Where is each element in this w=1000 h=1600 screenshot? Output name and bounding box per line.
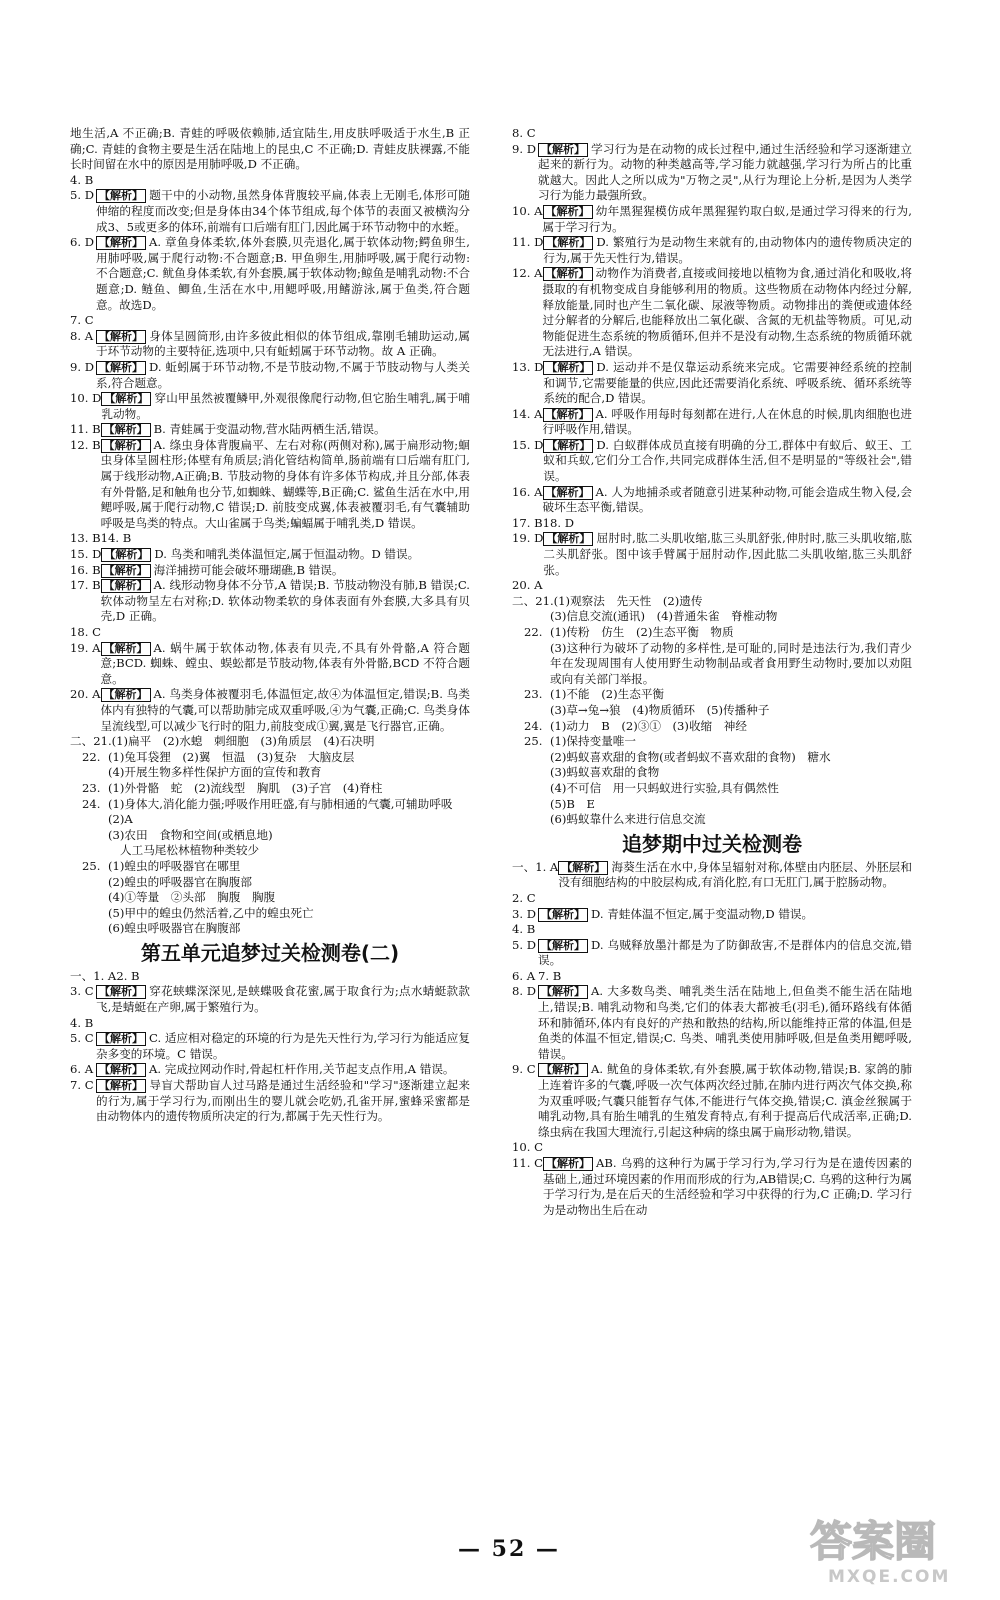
- answer-content: D. 繁殖行为是动物生来就有的,由动物体内的遗传物质决定的行为,属于先天性行为,错误。: [543, 235, 912, 265]
- answer-content: 幼年黑猩猩模仿成年黑猩猩钓取白蚁,是通过学习得来的行为,属于学习行为。: [542, 203, 912, 234]
- answer-text: [538, 1062, 912, 1140]
- answer-content: (6)蚂蚁靠什么来进行信息交流: [550, 812, 706, 827]
- answer-number: 5. C: [70, 1031, 94, 1046]
- answer-item: [512, 938, 912, 969]
- answer-item: [512, 703, 912, 719]
- answer-text: [96, 984, 470, 1015]
- answer-item: [512, 126, 912, 142]
- analysis-label: 【解析】: [96, 1079, 146, 1093]
- answer-text: [108, 890, 470, 906]
- answer-text: [558, 860, 912, 891]
- answer-number: 24.: [524, 718, 543, 733]
- answer-content: 学习行为是在动物的成长过程中,通过生活经验和学习逐渐建立起来的新行为。动物的种类越高等,学习能力就越强,学习行为所占的比重就越大。因此人之所以成为"万物之灵",从行为理论上分析,是因为人类学习行为能力最强所致。: [538, 141, 912, 203]
- answer-number: 23.: [524, 687, 543, 702]
- answer-item: [512, 578, 912, 594]
- answer-number: 14. A: [512, 406, 543, 421]
- midterm-answers: [512, 860, 912, 1219]
- answer-number: 13. B: [70, 531, 101, 546]
- answer-content: (2)蝗虫的呼吸器官在胸腹部: [108, 874, 252, 889]
- answer-item: [512, 781, 912, 797]
- answer-number: 9. D: [70, 359, 95, 374]
- answer-item: [70, 1062, 470, 1078]
- answer-number: 10. C: [512, 1140, 543, 1155]
- answer-number: 15. D: [512, 437, 544, 452]
- analysis-label: 【解析】: [538, 985, 588, 999]
- watermark-logo: [806, 1512, 970, 1588]
- answer-item: [512, 609, 912, 625]
- answer-number: 9. C: [512, 1062, 536, 1077]
- analysis-label: 【解析】: [101, 392, 151, 406]
- answer-item: [512, 860, 912, 891]
- answer-content: 18. D: [542, 515, 575, 530]
- answer-text: [96, 1062, 470, 1078]
- answer-content: 地生活,A 不正确;B. 青蛙的呼吸依赖肺,适宜陆生,用皮肤呼吸适于水生,B 正确;C. 青蛙的食物主要是生活在陆地上的昆虫,C 不正确;D. 青蛙皮肤裸露,不能长时间留在水中的原因是用肺呼吸,D 不正确。: [70, 126, 470, 172]
- answer-text: [550, 765, 912, 781]
- answer-content: D. 白蚁群体成员直接有明确的分工,群体中有蚁后、蚁王、工蚁和兵蚁,它们分工合作,共同完成群体生活,但不是明显的"等级社会",错误。: [543, 437, 912, 484]
- answer-number: 6. D: [70, 235, 95, 250]
- answer-number: 8. C: [512, 126, 536, 140]
- answer-content: (4)不可信 用一只蚂蚁进行实验,具有偶然性: [550, 780, 779, 795]
- section-title-unit5: 第五单元追梦过关检测卷(二): [140, 940, 400, 965]
- answer-item: [512, 812, 912, 828]
- answer-content: 14. B: [100, 531, 132, 546]
- answer-text: [550, 687, 912, 703]
- answer-content: (4)①等量 ②头部 胸腹 胸腹: [108, 890, 276, 905]
- answer-text: [120, 843, 470, 859]
- answer-content: (1)外骨骼 蛇 (2)流线型 胸肌 (3)子宫 (4)脊柱: [108, 780, 383, 795]
- answer-content: A. 绦虫身体背腹扁平、左右对称(两侧对称),属于扁形动物;蛔虫身体呈圆柱形;体壁有角质层;消化管结构简单,肠前端有口后端有肛门,属于线形动物,A正确;B. 节肢动物的身体有许多体节构成,并且分部,体表有外骨骼,足和触角也分节,如蜘蛛、蝴蝶等,B正确;C. 鲨鱼生活在水中,用鳃呼吸,属于爬行动物,C 错误;D. 前肢变成翼,体表被覆羽毛,有气囊辅助呼吸是鸟类的特点。大山雀属于鸟类;蝙蝠属于哺乳类,D 错误。: [100, 437, 470, 530]
- answer-item: [512, 142, 912, 204]
- answer-text: [543, 266, 913, 360]
- right-answers: [512, 126, 912, 828]
- answer-content: A. 人为地捕杀或者随意引进某种动物,可能会造成生物入侵,会破坏生态平衡,错误。: [542, 484, 912, 515]
- answer-content: (3)蚂蚁喜欢甜的食物: [550, 765, 660, 780]
- answer-item: [512, 485, 912, 516]
- answer-text: [538, 907, 912, 923]
- answer-text: [550, 609, 912, 625]
- answer-number: 25.: [82, 858, 101, 873]
- answer-number: 11. D: [512, 235, 544, 250]
- answer-number: 二、21.: [70, 734, 112, 749]
- answer-content: C. 适应相对稳定的环境的行为是先天性行为,学习行为能适应复杂多变的环境。C 错误。: [96, 1031, 470, 1061]
- answer-text: [101, 438, 470, 532]
- answer-content: (2)A: [108, 812, 133, 827]
- answer-content: D. 青蛙体温不恒定,属于变温动物,D 错误。: [591, 906, 814, 921]
- answer-content: (1)蝗虫的呼吸器官在哪里: [108, 858, 241, 873]
- answer-text: [101, 391, 470, 422]
- answer-content: 7. B: [538, 968, 562, 983]
- answer-text: [101, 547, 470, 563]
- answer-content: D. 乌贼释放墨汁都是为了防御敌害,不是群体内的信息交流,错误。: [538, 937, 912, 968]
- answer-text: [108, 921, 470, 937]
- watermark-chars: 答案圈: [810, 1517, 937, 1566]
- answer-item: [70, 984, 470, 1015]
- answer-content: 2. B: [116, 968, 140, 983]
- analysis-label: 【解析】: [96, 236, 146, 250]
- answer-content: D. 蚯蚓属于环节动物,不是节肢动物,不属于节肢动物与人类关系,符合题意。: [96, 359, 470, 390]
- answer-text: [550, 734, 912, 750]
- answer-number: 17. B: [70, 578, 101, 593]
- answer-item: [70, 1016, 470, 1032]
- analysis-label: 【解析】: [543, 486, 593, 500]
- answer-text: [550, 625, 912, 641]
- answer-text: [101, 641, 471, 688]
- answer-number: 6. A: [70, 1062, 94, 1077]
- answer-text: [543, 1156, 912, 1218]
- answer-item: [512, 1062, 912, 1140]
- answer-content: D. 鸟类和哺乳类体温恒定,属于恒温动物。D 错误。: [154, 547, 420, 562]
- analysis-label: 【解析】: [96, 361, 146, 375]
- unit5-answers: [70, 969, 470, 1125]
- answer-item: [70, 641, 470, 688]
- analysis-label: 【解析】: [543, 361, 593, 375]
- answer-content: (1)观察法 先天性 (2)遗传: [553, 593, 703, 608]
- answer-content: A. 呼吸作用每时每刻都在进行,人在休息的时候,肌肉细胞也进行呼吸作用,错误。: [542, 406, 912, 437]
- analysis-label: 【解析】: [96, 189, 146, 203]
- answer-number: 9. D: [512, 141, 537, 156]
- answer-item: [70, 781, 470, 797]
- answer-item: [512, 719, 912, 735]
- answer-content: 海洋捕捞可能会破坏珊瑚礁,B 错误。: [153, 562, 344, 577]
- answer-item: [512, 687, 912, 703]
- answer-item: [512, 1140, 912, 1156]
- answer-text: [550, 781, 912, 797]
- answer-content: (3)草→兔→狼 (4)物质循环 (5)传播种子: [550, 702, 770, 717]
- section-title-midterm: 追梦期中过关检测卷: [622, 831, 802, 856]
- answer-item: [70, 906, 470, 922]
- answer-content: (4)开展生物多样性保护方面的宣传和教育: [108, 765, 322, 780]
- answer-item: [70, 313, 470, 329]
- answer-number: 11. B: [70, 422, 101, 437]
- answer-content: 穿花蛱蝶深深见,是蛱蝶吸食花蜜,属于取食行为;点水蜻蜓款款飞,是蜻蜓在产卵,属于繁殖行为。: [96, 984, 470, 1015]
- answer-text: [101, 422, 470, 438]
- answer-content: (2)蚂蚁喜欢甜的食物(或者蚂蚁不喜欢甜的食物) 糖水: [550, 749, 831, 764]
- answer-item: [512, 797, 912, 813]
- analysis-label: 【解析】: [538, 1063, 588, 1077]
- answer-number: 23.: [82, 780, 101, 795]
- answer-content: 穿山甲虽然被覆鳞甲,外观很像爬行动物,但它胎生哺乳,属于哺乳动物。: [101, 391, 470, 421]
- analysis-label: 【解析】: [538, 908, 588, 922]
- answer-item: [512, 641, 912, 688]
- answer-item: [512, 907, 912, 923]
- answer-text: [543, 360, 912, 407]
- answer-text: [96, 360, 470, 391]
- answer-text: [101, 531, 470, 547]
- answer-content: (1)传粉 仿生 (2)生态平衡 物质: [550, 625, 734, 639]
- answer-item: [512, 531, 912, 578]
- answer-number: 2. C: [512, 890, 536, 905]
- answer-item: [70, 126, 470, 173]
- analysis-label: 【解析】: [543, 205, 593, 219]
- answer-number: 8. A: [70, 328, 94, 343]
- answer-content: (1)动力 B (2)③① (3)收缩 神经: [550, 718, 747, 733]
- answer-content: D. 运动并不是仅靠运动系统来完成。它需要神经系统的控制和调节,它需要能量的供应,因此还需要消化系统、呼吸系统、循环系统等系统的配合,D 错误。: [543, 359, 912, 406]
- answer-text: [96, 235, 470, 313]
- analysis-label: 【解析】: [101, 423, 151, 437]
- answer-text: [550, 703, 912, 719]
- analysis-label: 【解析】: [96, 1032, 146, 1046]
- answer-number: 20. A: [512, 578, 543, 593]
- answer-item: [70, 812, 470, 828]
- answer-text: [108, 859, 470, 875]
- answer-number: 一、1. A: [70, 968, 117, 983]
- answer-number: 3. D: [512, 906, 537, 921]
- analysis-label: 【解析】: [538, 143, 588, 157]
- answer-content: A. 鸟类身体被覆羽毛,体温恒定,故④为体温恒定,错误;B. 鸟类体内有独特的气囊,可以帮助肺完成双重呼吸,④为气囊,正确;C. 鸟类身体呈流线型,可以减少飞行时的阻力,前肢变成①翼,翼是飞行器官,正确。: [100, 687, 470, 733]
- analysis-label: 【解析】: [543, 1157, 593, 1171]
- answer-number: 7. C: [70, 313, 94, 328]
- answer-item: [512, 734, 912, 750]
- answer-text: [96, 329, 470, 360]
- answer-text: [108, 906, 470, 922]
- answer-item: [70, 563, 470, 579]
- answer-number: 3. C: [70, 984, 94, 999]
- answer-content: 导盲犬帮助盲人过马路是通过生活经验和"学习"逐渐建立起来的行为,属于学习行为,而刚出生的婴儿就会吃奶,孔雀开屏,蜜蜂采蜜都是由动物体内的遗传物质所决定的行为,都属于先天性行为。: [96, 1078, 470, 1124]
- answer-item: [70, 734, 470, 750]
- answer-text: [112, 734, 470, 750]
- answer-content: A. 大多数鸟类、哺乳类生活在陆地上,但鱼类不能生活在陆地上,错误;B. 哺乳动物和鸟类,它们的体表大都被毛(羽毛),循环路线有体循环和肺循环,体内有良好的产热和散热的结构,所以能维持正常的体温,但是鱼类的体温不恒定,错误;C. 鸟类、哺乳类使用肺呼吸,但是鱼类用鳃呼吸,错误。: [538, 984, 912, 1061]
- analysis-label: 【解析】: [101, 564, 151, 578]
- answer-content: A. 完成拉网动作时,骨起杠杆作用,关节起支点作用,A 错误。: [149, 1062, 455, 1077]
- answer-content: (5)B E: [550, 796, 595, 811]
- answer-content: 屈肘时,肱二头肌收缩,肱三头肌舒张,伸肘时,肱三头肌收缩,肱二头肌舒张。图中该手臂属于屈肘动作,因此肱二头肌收缩,肱三头肌舒张。: [543, 531, 912, 577]
- answer-item: [512, 1156, 912, 1218]
- answer-text: [554, 594, 912, 610]
- answer-item: [512, 750, 912, 766]
- answer-number: 一、1. A: [512, 859, 559, 874]
- answer-content: (1)身体大,消化能力强;呼吸作用旺盛,有与肺相通的气囊,可辅助呼吸: [108, 796, 453, 811]
- analysis-label: 【解析】: [101, 548, 151, 562]
- answer-text: [543, 438, 912, 485]
- analysis-label: 【解析】: [543, 267, 593, 281]
- answer-item: [512, 235, 912, 266]
- answer-item: [512, 984, 912, 1062]
- answer-text: [538, 969, 912, 985]
- answer-item: [512, 438, 912, 485]
- left-column: [70, 126, 470, 1125]
- answer-number: 17. B: [512, 515, 543, 530]
- answer-text: [70, 126, 470, 173]
- answer-number: 16. B: [70, 562, 101, 577]
- answer-number: 7. C: [70, 1078, 94, 1093]
- answer-content: A. 章鱼身体柔软,体外套膜,贝壳退化,属于软体动物;鳄鱼卵生,用肺呼吸,属于爬行动物:不合题意;B. 甲鱼卵生,用肺呼吸,属于爬行动物:不合题意;C. 鱿鱼身体柔软,有外套膜,属于软体动物;鲸鱼是哺乳动物:不合题意;D. 鲢鱼、鲫鱼,生活在水中,用鳃呼吸,用鳍游泳,属于鱼类,符合题意。故选D。: [96, 235, 470, 312]
- answer-number: 4. B: [70, 1015, 94, 1030]
- answer-item: [512, 407, 912, 438]
- answer-text: [101, 563, 470, 579]
- answer-item: [70, 1031, 470, 1062]
- answer-text: [96, 188, 470, 235]
- answer-item: [70, 875, 470, 891]
- watermark-domain: MXQE.COM: [828, 1567, 951, 1587]
- analysis-label: 【解析】: [101, 439, 151, 453]
- answer-item: [512, 204, 912, 235]
- answer-content: (5)甲中的蝗虫仍然活着,乙中的蝗虫死亡: [108, 905, 314, 920]
- answer-content: (1)保持变量唯一: [550, 734, 636, 749]
- answer-text: [108, 750, 470, 766]
- analysis-label: 【解析】: [96, 1063, 146, 1077]
- answer-text: [108, 781, 470, 797]
- answer-text: [96, 1031, 470, 1062]
- analysis-label: 【解析】: [101, 688, 151, 702]
- answer-item: [70, 859, 470, 875]
- answer-item: [70, 828, 470, 844]
- answer-number: 20. A: [70, 687, 101, 702]
- answer-text: [543, 516, 912, 532]
- answer-item: [70, 422, 470, 438]
- answer-content: 动物作为消费者,直接或间接地以植物为食,通过消化和吸收,将摄取的有机物变成自身能够利用的物质。这些物质在动物体内经过分解,释放能量,同时也产生二氧化碳、尿液等物质。动物排出的粪便或遗体经过分解者的分解后,也能释放出二氧化碳、含氮的无机盐等物质。可见,动物能促进生态系统的物质循环,但并不是没有动物,生态系统的物质循环就无法进行,A 错误。: [542, 266, 912, 359]
- answer-content: A. 线形动物身体不分节,A 错误;B. 节肢动物没有肺,B 错误;C. 软体动物呈左右对称;D. 软体动物柔软的身体表面有外套膜,大多具有贝壳,D 正确。: [100, 578, 470, 624]
- answer-item: [70, 531, 470, 547]
- analysis-label: 【解析】: [96, 985, 146, 999]
- answer-text: [543, 485, 913, 516]
- answer-item: [70, 391, 470, 422]
- answer-number: 13. D: [512, 359, 544, 374]
- answer-item: [70, 188, 470, 235]
- answer-text: [108, 797, 470, 813]
- answer-item: [512, 594, 912, 610]
- analysis-label: 【解析】: [558, 861, 608, 875]
- answer-number: 16. A: [512, 484, 543, 499]
- answer-item: [70, 438, 470, 532]
- analysis-label: 【解析】: [543, 532, 593, 546]
- answer-content: (1)扁平 (2)水螅 刺细胞 (3)角质层 (4)石决明: [111, 734, 375, 749]
- analysis-label: 【解析】: [538, 939, 588, 953]
- answer-content: B. 青蛙属于变温动物,营水陆两栖生活,错误。: [153, 422, 386, 437]
- answer-item: [512, 765, 912, 781]
- answer-number: 19. D: [512, 531, 544, 546]
- answer-item: [70, 687, 470, 734]
- answer-number: 4. B: [70, 172, 94, 187]
- answer-text: [550, 719, 912, 735]
- answer-item: [70, 890, 470, 906]
- answer-item: [70, 329, 470, 360]
- analysis-label: 【解析】: [543, 439, 593, 453]
- answer-number: 24.: [82, 796, 101, 811]
- answer-item: [70, 173, 470, 189]
- answer-content: (1)不能 (2)生态平衡: [550, 687, 665, 702]
- answer-item: [70, 625, 470, 641]
- answer-text: [108, 812, 470, 828]
- analysis-label: 【解析】: [101, 642, 151, 656]
- answer-number: 12. A: [512, 266, 543, 281]
- answer-text: [108, 875, 470, 891]
- answer-number: 5. D: [512, 937, 537, 952]
- answer-content: (6)蝗虫呼吸器官在胸腹部: [108, 921, 241, 936]
- answer-text: [108, 828, 470, 844]
- answer-item: [512, 625, 912, 641]
- answer-item: [70, 750, 470, 766]
- answer-content: A. 鱿鱼的身体柔软,有外套膜,属于软体动物,错误;B. 家鸽的肺上连着许多的气囊,呼吸一次气体两次经过肺,在肺内进行两次气体交换,称为双重呼吸;气囊只能暂存气体,不能进行气体交换,错误;C. 滇金丝猴属于哺乳动物,具有胎生哺乳的生殖发育特点,有利于提高后代成活率,正确;D. 绦虫病在我国大理流行,引起这种病的绦虫属于扁形动物,错误。: [538, 1062, 912, 1139]
- answer-item: [70, 547, 470, 563]
- answer-text: [550, 797, 912, 813]
- answer-item: [512, 922, 912, 938]
- answer-content: (3)这种行为破坏了动物的多样性,是可耻的,同时是违法行为,我们青少年在发现周围有人使用野生动物制品或者食用野生动物时,要加以劝阻或向有关部门举报。: [550, 640, 912, 686]
- answer-item: [512, 969, 912, 985]
- answer-text: [538, 938, 912, 969]
- answer-number: 18. C: [70, 625, 101, 639]
- answer-number: 22.: [524, 625, 543, 639]
- answer-content: 海葵生活在水中,身体呈辐射对称,体壁由内胚层、外胚层和没有细胞结构的中胶层构成,有消化腔,有口无肛门,属于腔肠动物。: [558, 859, 912, 890]
- answer-text: [550, 750, 912, 766]
- answer-number: 12. B: [70, 437, 101, 452]
- answer-item: [70, 765, 470, 781]
- analysis-label: 【解析】: [101, 579, 151, 593]
- answer-content: 题干中的小动物,虽然身体背腹较平扁,体表上无刚毛,体形可随伸缩的程度而改变;但是身体由34个体节组成,每个体节的表面又被横沟分成3、5或更多的体环,前端有口后端有肛门,因此属于环节动物中的水蛭。: [96, 188, 470, 234]
- answer-number: 25.: [524, 734, 543, 749]
- answer-number: 4. B: [512, 922, 536, 937]
- page-number: — 52 —: [458, 1536, 560, 1562]
- answer-number: 11. C: [512, 1156, 543, 1170]
- answer-content: 身体呈圆筒形,由许多彼此相似的体节组成,靠刚毛辅助运动,属于环节动物的主要特征,选项中,只有蚯蚓属于环节动物。故 A 正确。: [96, 328, 470, 359]
- answer-content: A. 蜗牛属于软体动物,体表有贝壳,不具有外骨骼,A 符合题意;BCD. 蜘蛛、螳虫、蜈蚣都是节肢动物,体表有外骨骼,BCD 不符合题意。: [100, 640, 470, 686]
- answer-item: [70, 797, 470, 813]
- answer-content: 人工马尾松林植物种类较少: [120, 843, 260, 858]
- answer-item: [70, 969, 470, 985]
- answer-number: 二、21.: [512, 593, 554, 608]
- answer-content: (1)兔耳袋狸 (2)翼 恒温 (3)复杂 大脑皮层: [108, 749, 355, 764]
- left-answers: [70, 126, 470, 937]
- answer-text: [101, 687, 471, 734]
- answer-text: [543, 407, 913, 438]
- answer-text: [96, 1078, 470, 1125]
- answer-number: 5. D: [70, 188, 95, 203]
- answer-text: [108, 765, 470, 781]
- answer-item: [70, 578, 470, 625]
- answer-number: 8. D: [512, 984, 537, 999]
- answer-number: 19. A: [70, 640, 101, 655]
- answer-item: [512, 891, 912, 907]
- answer-text: [550, 641, 912, 688]
- answer-content: (3)农田 食物和空间(或栖息地): [108, 827, 273, 842]
- answer-text: [543, 235, 912, 266]
- answer-item: [512, 266, 912, 360]
- answer-item: [70, 1078, 470, 1125]
- answer-content: AB. 乌鸦的这种行为属于学习行为,学习行为是在遗传因素的基础上,通过环境因素的作用而形成的行为,AB错误;C. 乌鸦的这种行为属于学习行为,是在后天的生活经验和学习中获得的行为,C 正确;D. 学习行为是动物出生后在动: [543, 1156, 912, 1217]
- answer-content: (3)信息交流(通讯) (4)普通朱雀 脊椎动物: [550, 609, 778, 624]
- answer-number: 10. A: [512, 203, 543, 218]
- analysis-label: 【解析】: [543, 236, 593, 250]
- answer-item: [512, 516, 912, 532]
- answer-text: [543, 531, 912, 578]
- answer-item: [70, 360, 470, 391]
- answer-item: [70, 235, 470, 313]
- answer-text: [538, 984, 912, 1062]
- answer-text: [116, 969, 470, 985]
- answer-text: [543, 204, 913, 235]
- answer-number: 15. D: [70, 547, 102, 562]
- answer-text: [538, 142, 912, 204]
- answer-item: [512, 360, 912, 407]
- answer-item: [70, 843, 470, 859]
- answer-text: [101, 578, 470, 625]
- answer-text: [550, 812, 912, 828]
- analysis-label: 【解析】: [96, 330, 146, 344]
- answer-number: 22.: [82, 749, 101, 764]
- answer-number: 6. A: [512, 968, 536, 983]
- right-column: [512, 126, 912, 1218]
- analysis-label: 【解析】: [543, 408, 593, 422]
- answer-number: 10. D: [70, 391, 102, 406]
- answer-item: [70, 921, 470, 937]
